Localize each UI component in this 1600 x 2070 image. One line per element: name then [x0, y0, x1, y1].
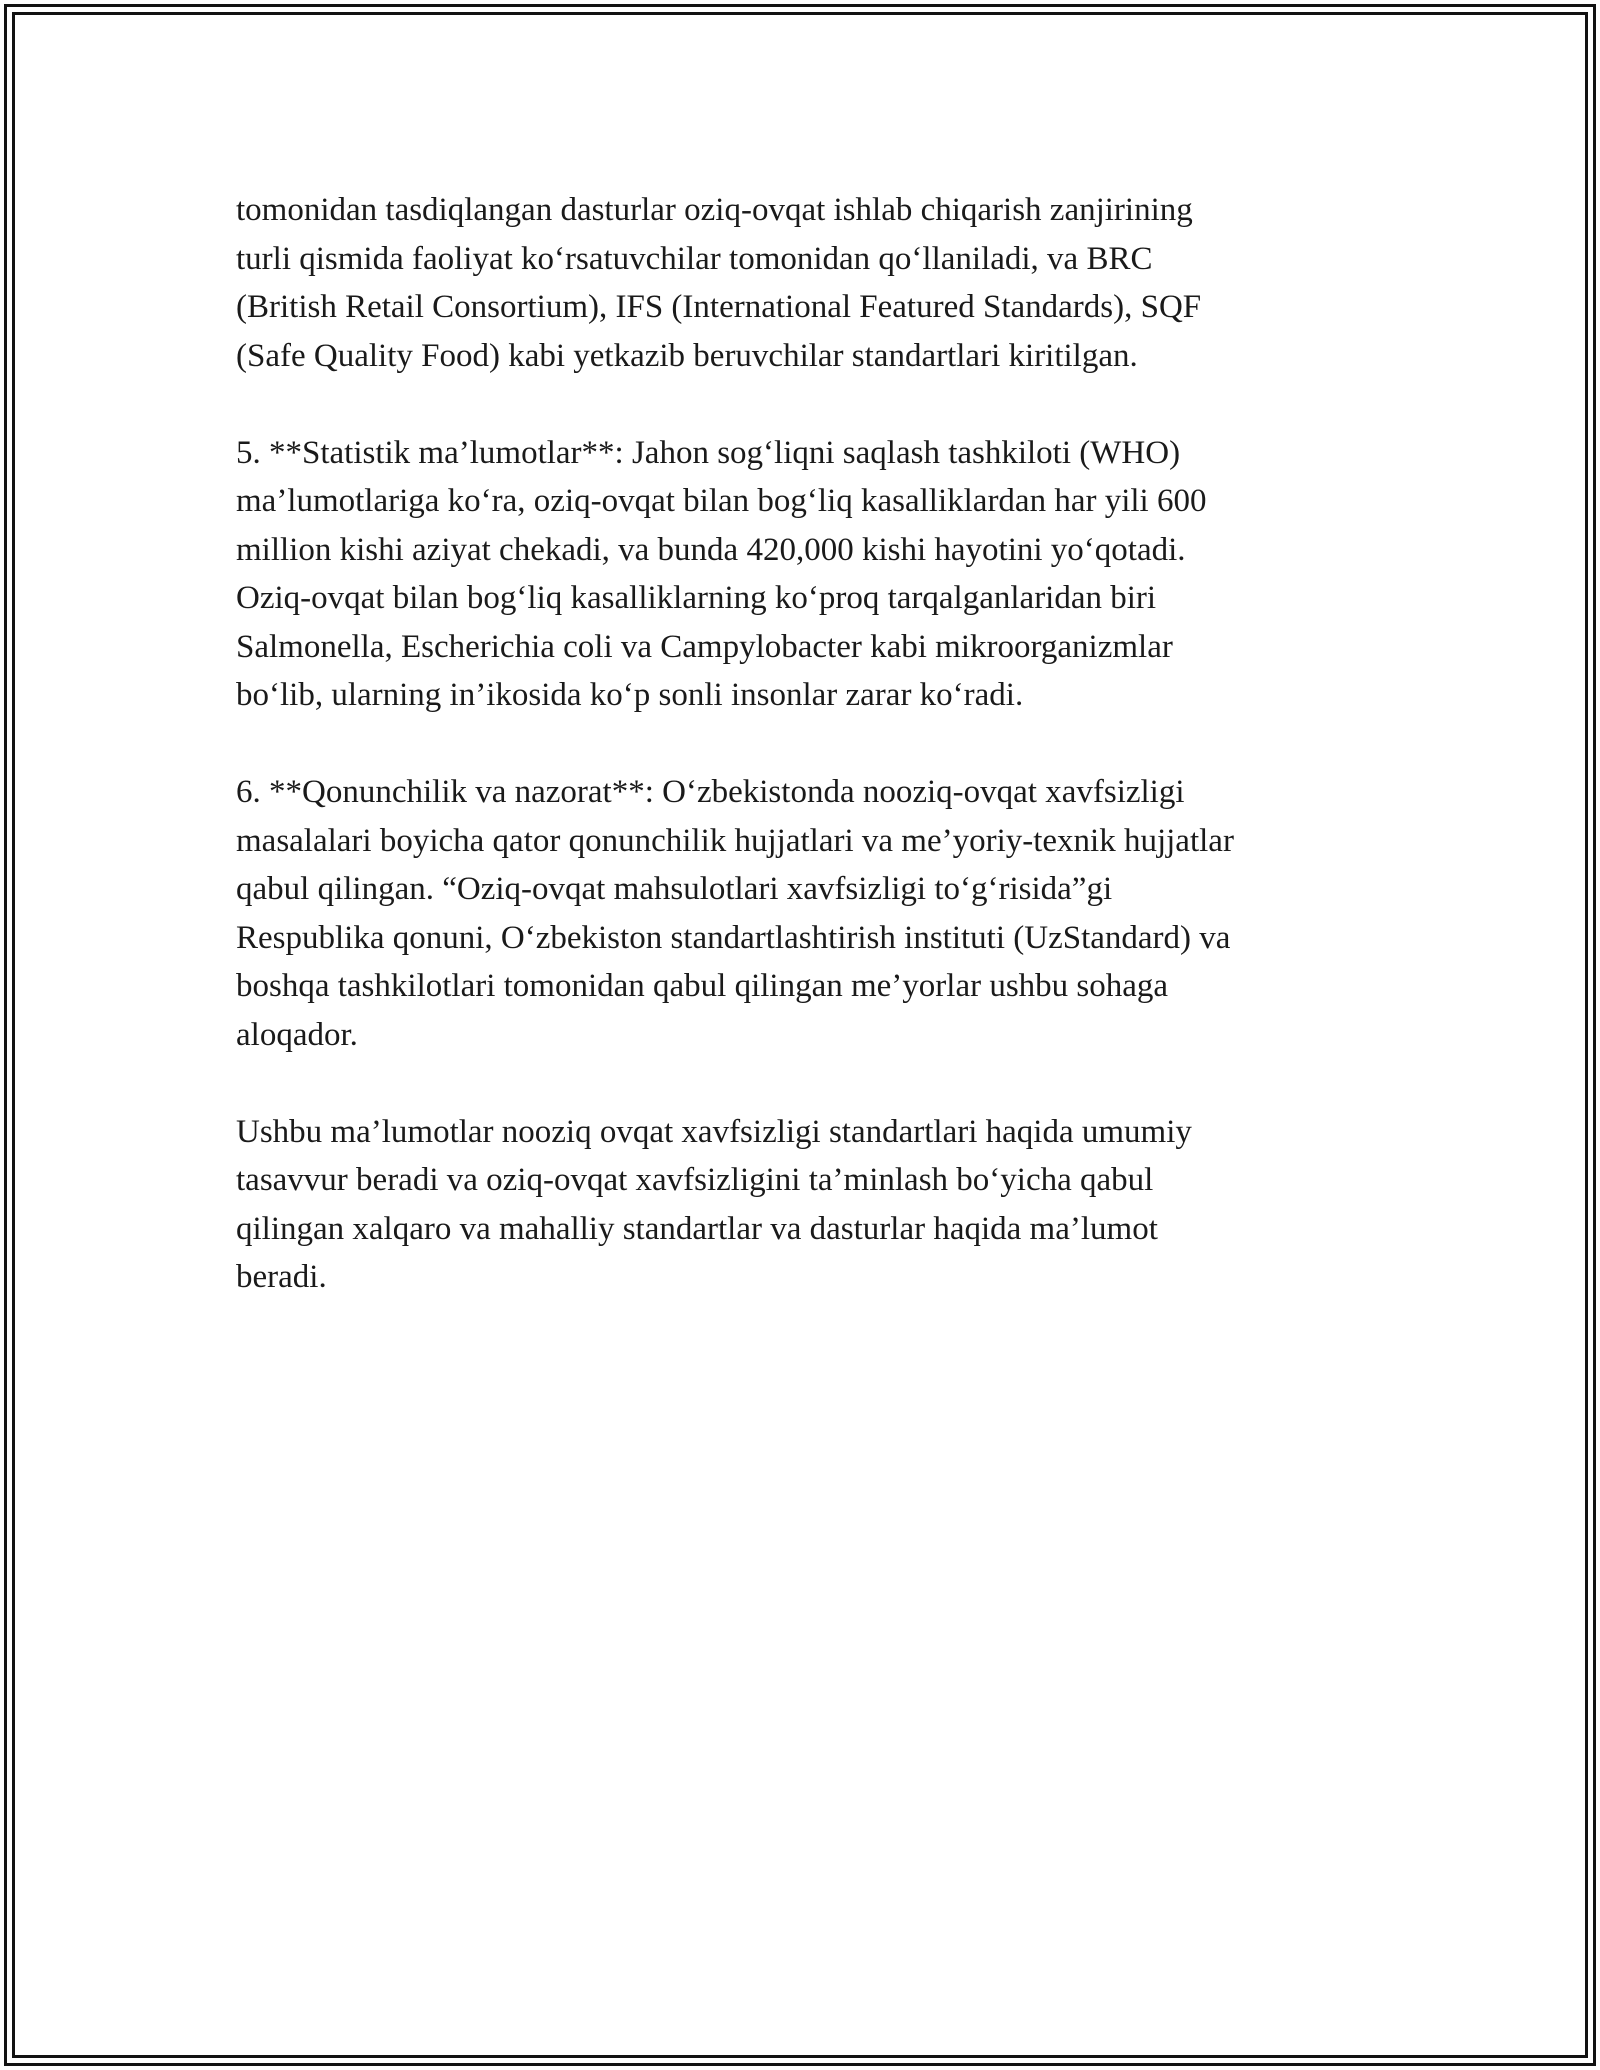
document-body [236, 186, 1366, 1350]
paragraph-legislation: 6. **Qonunchilik va nazorat**: O‘zbekistonda nooziq-ovqat xavfsizligi masalalari boyicha qator qonunchilik hujjatlari va me’yoriy-texnik hujjatlar qabul qilingan. “Oziq-ovqat mahsulotlari xavfsizligi to‘g‘risida”gi Respublika qonuni, O‘zbekiston standartlashtirish instituti (UzStandard) va boshqa tashkilotlari tomonidan qabul qilingan me’yorlar ushbu sohaga aloqador. [236, 774, 1234, 1053]
paragraph-statistics: 5. **Statistik ma’lumotlar**: Jahon sog‘liqni saqlash tashkiloti (WHO) ma’lumotlariga ko‘ra, oziq-ovqat bilan bog‘liq kasalliklardan har yili 600 million kishi aziyat chekadi, va bunda 420,000 kishi hayotini yo‘qotadi. Oziq-ovqat bilan bog‘liq kasalliklarning ko‘proq tarqalganlaridan biri Salmonella, Escherichia coli va Campylobacter kabi mikroorganizmlar bo‘lib, ularning in’ikosida ko‘p sonli insonlar zarar ko‘radi. [236, 434, 1207, 713]
paragraph-programs-standards: tomonidan tasdiqlangan dasturlar oziq-ovqat ishlab chiqarish zanjirining turli qismida faoliyat ko‘rsatuvchilar tomonidan qo‘llaniladi, va BRC (British Retail Consortium), IFS (International Featured Standards), SQF (Safe Quality Food) kabi yetkazib beruvchilar standartlari kiritilgan. [236, 192, 1202, 374]
paragraph-conclusion: Ushbu ma’lumotlar nooziq ovqat xavfsizligi standartlari haqida umumiy tasavvur beradi va oziq-ovqat xavfsizligini ta’minlash bo‘yicha qabul qilingan xalqaro va mahalliy standartlar va dasturlar haqida ma’lumot beradi. [236, 1113, 1192, 1295]
